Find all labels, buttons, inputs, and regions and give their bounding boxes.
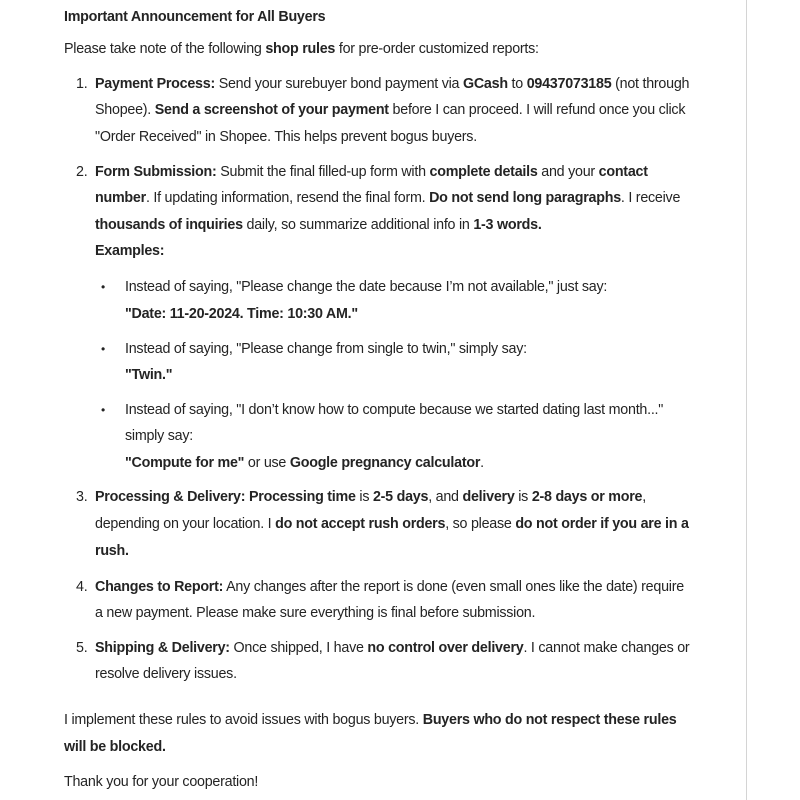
intro-text: Please take note of the following shop rules for pre-order customized reports: bbox=[64, 41, 539, 57]
rule-number: 3. bbox=[76, 489, 88, 505]
rule-2-line: thousands of inquiries daily, so summarize additional info in 1-3 words. bbox=[95, 217, 542, 233]
rule-1-line: Payment Process: Send your surebuyer bond payment via GCash to 09437073185 (not through bbox=[95, 76, 690, 92]
example-1-line: Instead of saying, "Please change the date because I’m not available," just say: bbox=[125, 279, 608, 295]
right-border-divider bbox=[746, 0, 747, 800]
example-3-line: Instead of saying, "I don’t know how to compute because we started dating last month..." bbox=[125, 402, 664, 418]
rule-5-line: resolve delivery issues. bbox=[95, 666, 237, 682]
example-3-line: "Compute for me" or use Google pregnancy calculator. bbox=[125, 455, 484, 471]
rule-2-line: number. If updating information, resend the final form. Do not send long paragraphs. I receive bbox=[95, 190, 681, 206]
example-3-line: simply say: bbox=[125, 428, 193, 444]
thanks-text: Thank you for your cooperation! bbox=[64, 774, 259, 790]
closing-line: will be blocked. bbox=[64, 739, 166, 755]
rule-4-line: a new payment. Please make sure everything is final before submission. bbox=[95, 605, 536, 621]
rule-number: 4. bbox=[76, 579, 88, 595]
rule-number: 5. bbox=[76, 640, 88, 656]
rule-number: 2. bbox=[76, 164, 88, 180]
rule-number: 1. bbox=[76, 76, 88, 92]
rule-2-line: Form Submission: Submit the final filled-up form with complete details and your contact bbox=[95, 164, 648, 180]
rule-5-line: Shipping & Delivery: Once shipped, I have no control over delivery. I cannot make changes or bbox=[95, 640, 690, 656]
rule-1-line: "Order Received" in Shopee. This helps prevent bogus buyers. bbox=[95, 129, 477, 145]
closing-line: I implement these rules to avoid issues with bogus buyers. Buyers who do not respect these rules bbox=[64, 712, 677, 728]
example-2-line: "Twin." bbox=[125, 367, 173, 383]
rule-3-line: rush. bbox=[95, 543, 129, 559]
rule-1-line: Shopee). Send a screenshot of your payment before I can proceed. I will refund once you click bbox=[95, 102, 686, 118]
rule-3-line: depending on your location. I do not accept rush orders, so please do not order if you are in a bbox=[95, 516, 689, 532]
announcement-title: Important Announcement for All Buyers bbox=[64, 9, 326, 25]
bullet-icon: • bbox=[101, 403, 105, 417]
example-1-line: "Date: 11-20-2024. Time: 10:30 AM." bbox=[125, 306, 358, 322]
example-2-line: Instead of saying, "Please change from single to twin," simply say: bbox=[125, 341, 527, 357]
rule-3-line: Processing & Delivery: Processing time is 2-5 days, and delivery is 2-8 days or more, bbox=[95, 489, 646, 505]
bullet-icon: • bbox=[101, 280, 105, 294]
bullet-icon: • bbox=[101, 342, 105, 356]
rule-2-line: Examples: bbox=[95, 243, 165, 259]
rule-4-line: Changes to Report: Any changes after the report is done (even small ones like the date) require bbox=[95, 579, 684, 595]
